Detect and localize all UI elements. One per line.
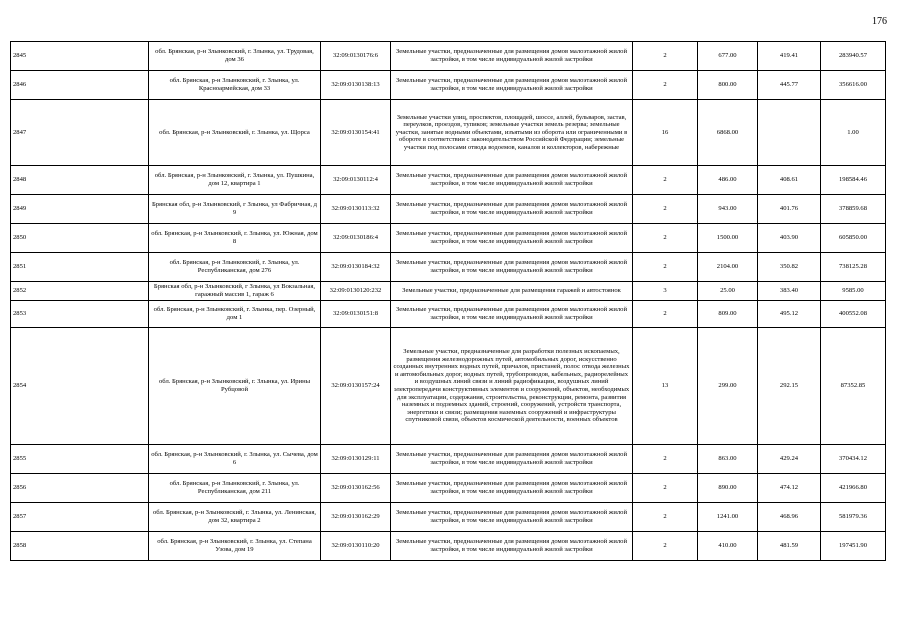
cell-row-number: 2848 <box>11 166 149 195</box>
table-row <box>11 532 886 561</box>
cell-area: 1500.00 <box>698 224 758 253</box>
cell-row-number: 2853 <box>11 301 149 328</box>
cell-row-number: 2856 <box>11 474 149 503</box>
cell-area: 25.00 <box>698 282 758 301</box>
cell-cadastral-number: 32:09:0130151:8 <box>321 301 391 328</box>
cell-permitted-use: Земельные участки, предназначенные для размещения домов малоэтажной жилой застройки, в том числе индивидуальной жилой застройки <box>391 532 633 561</box>
cell-use-group: 2 <box>633 253 698 282</box>
cell-row-number: 2854 <box>11 328 149 445</box>
cell-permitted-use: Земельные участки улиц, проспектов, площадей, шоссе, аллей, бульваров, застав, переулков, проездов, тупиков; земельные участки земель резерва; земельные участки, занятые водными объектами, изъятыми из оборота или ограниченными в обороте в соответствии с законодательством Российской Федерации; земельные участки под полосами отвода водоемов, каналов и коллекторов, набережные <box>391 100 633 166</box>
cell-cadastral-value: 378859.68 <box>821 195 886 224</box>
cell-cadastral-number: 32:09:0130154:41 <box>321 100 391 166</box>
table-row <box>11 301 886 328</box>
page-number: 176 <box>872 16 887 27</box>
cell-area: 410.00 <box>698 532 758 561</box>
cell-use-group: 13 <box>633 328 698 445</box>
cell-address: обл. Брянская, р-н Злынковский, г. Злынка, ул. Сычева, дом 6 <box>149 445 321 474</box>
cell-cadastral-number: 32:09:0130162:29 <box>321 503 391 532</box>
cell-unit-value: 481.59 <box>758 532 821 561</box>
cell-cadastral-number: 32:09:0130157:24 <box>321 328 391 445</box>
cell-permitted-use: Земельные участки, предназначенные для размещения домов малоэтажной жилой застройки, в том числе индивидуальной жилой застройки <box>391 301 633 328</box>
table-row <box>11 100 886 166</box>
cell-cadastral-value: 605850.00 <box>821 224 886 253</box>
cell-cadastral-number: 32:09:0130110:20 <box>321 532 391 561</box>
cell-address: обл. Брянская, р-н Злынковский, г. Злынка, ул. Ленинская, дом 32, квартира 2 <box>149 503 321 532</box>
table-row <box>11 195 886 224</box>
cell-address: обл. Брянская, р-н Злынковский, г. Злынка, ул. Степана Узова, дом 19 <box>149 532 321 561</box>
cell-cadastral-value: 1.00 <box>821 100 886 166</box>
cell-permitted-use: Земельные участки, предназначенные для размещения домов малоэтажной жилой застройки, в том числе индивидуальной жилой застройки <box>391 253 633 282</box>
table-row <box>11 445 886 474</box>
table-row <box>11 282 886 301</box>
cell-row-number: 2852 <box>11 282 149 301</box>
cell-row-number: 2851 <box>11 253 149 282</box>
cell-permitted-use: Земельные участки, предназначенные для размещения домов малоэтажной жилой застройки, в том числе индивидуальной жилой застройки <box>391 195 633 224</box>
cell-use-group: 2 <box>633 445 698 474</box>
cell-permitted-use: Земельные участки, предназначенные для размещения домов малоэтажной жилой застройки, в том числе индивидуальной жилой застройки <box>391 224 633 253</box>
cell-use-group: 2 <box>633 532 698 561</box>
table-row <box>11 166 886 195</box>
cell-use-group: 2 <box>633 224 698 253</box>
cell-cadastral-number: 32:09:0130113:32 <box>321 195 391 224</box>
cell-unit-value: 495.12 <box>758 301 821 328</box>
cell-cadastral-number: 32:09:0130138:13 <box>321 71 391 100</box>
cell-area: 809.00 <box>698 301 758 328</box>
cell-area: 299.00 <box>698 328 758 445</box>
cell-row-number: 2849 <box>11 195 149 224</box>
cell-area: 800.00 <box>698 71 758 100</box>
cell-row-number: 2850 <box>11 224 149 253</box>
cell-permitted-use: Земельные участки, предназначенные для размещения домов малоэтажной жилой застройки, в том числе индивидуальной жилой застройки <box>391 42 633 71</box>
cell-use-group: 3 <box>633 282 698 301</box>
cell-unit-value: 474.12 <box>758 474 821 503</box>
table-row <box>11 71 886 100</box>
cell-cadastral-value: 283940.57 <box>821 42 886 71</box>
cell-cadastral-number: 32:09:0130120:232 <box>321 282 391 301</box>
table-row <box>11 224 886 253</box>
table-row <box>11 253 886 282</box>
cell-cadastral-number: 32:09:0130162:56 <box>321 474 391 503</box>
cell-address: обл. Брянская, р-н Злынковский, г. Злынка, ул. Республиканская, дом 211 <box>149 474 321 503</box>
cell-use-group: 2 <box>633 474 698 503</box>
cell-unit-value: 401.76 <box>758 195 821 224</box>
cell-address: обл. Брянская, р-н Злынковский, г. Злынка, ул. Ирины Рубцовой <box>149 328 321 445</box>
cell-area: 2104.00 <box>698 253 758 282</box>
cell-permitted-use: Земельные участки, предназначенные для размещения гаражей и автостоянок <box>391 282 633 301</box>
cell-address: обл. Брянская, р-н Злынковский, г. Злынка, ул. Трудовая, дом 36 <box>149 42 321 71</box>
cell-cadastral-value: 9585.00 <box>821 282 886 301</box>
cell-permitted-use: Земельные участки, предназначенные для размещения домов малоэтажной жилой застройки, в том числе индивидуальной жилой застройки <box>391 166 633 195</box>
cell-address: Брянская обл, р-н Злынковский, г Злынка, ул Вокзальная, гаражный массив 1, гараж 6 <box>149 282 321 301</box>
cell-area: 1241.00 <box>698 503 758 532</box>
cell-unit-value <box>758 100 821 166</box>
cell-area: 890.00 <box>698 474 758 503</box>
cell-cadastral-number: 32:09:0130184:32 <box>321 253 391 282</box>
cell-row-number: 2847 <box>11 100 149 166</box>
cell-address: обл. Брянская, р-н Злынковский, г. Злынка, ул. Южная, дом 8 <box>149 224 321 253</box>
cell-cadastral-value: 356616.00 <box>821 71 886 100</box>
cell-row-number: 2846 <box>11 71 149 100</box>
land-registry-table <box>10 41 886 561</box>
cell-cadastral-value: 198584.46 <box>821 166 886 195</box>
cell-row-number: 2858 <box>11 532 149 561</box>
cell-cadastral-value: 421966.80 <box>821 474 886 503</box>
table-row <box>11 474 886 503</box>
cell-permitted-use: Земельные участки, предназначенные для размещения домов малоэтажной жилой застройки, в том числе индивидуальной жилой застройки <box>391 474 633 503</box>
cell-unit-value: 419.41 <box>758 42 821 71</box>
cell-use-group: 2 <box>633 166 698 195</box>
cell-use-group: 2 <box>633 301 698 328</box>
cell-permitted-use: Земельные участки, предназначенные для размещения домов малоэтажной жилой застройки, в том числе индивидуальной жилой застройки <box>391 71 633 100</box>
cell-use-group: 2 <box>633 71 698 100</box>
cell-unit-value: 383.40 <box>758 282 821 301</box>
cell-unit-value: 350.82 <box>758 253 821 282</box>
cell-unit-value: 403.90 <box>758 224 821 253</box>
cell-permitted-use: Земельные участки, предназначенные для размещения домов малоэтажной жилой застройки, в том числе индивидуальной жилой застройки <box>391 445 633 474</box>
cell-use-group: 16 <box>633 100 698 166</box>
cell-permitted-use: Земельные участки, предназначенные для разработки полезных ископаемых, размещения железнодорожных путей, автомобильных дорог, искусственно созданных внутренних водных путей, причалов, пристаней, полос отвода железных и автомобильных дорог, водных путей, трубопроводов, кабельных, радиорелейных и воздушных линий связи и линий радиофикации, воздушных линий электропередачи конструктивных элементов и сооружений, объектов, необходимых для эксплуатации, содержания, строительства, реконструкции, ремонта, развития наземных и подземных зданий, строений, сооружений, устройств транспорта, энергетики и связи; размещения наземных сооружений и инфраструктуры спутниковой связи, объектов космической деятельности, военных объектов <box>391 328 633 445</box>
cell-address: обл. Брянская, р-н Злынковский, г. Злынка, ул. Пушкина, дом 12, квартира 1 <box>149 166 321 195</box>
cell-use-group: 2 <box>633 195 698 224</box>
cell-area: 943.00 <box>698 195 758 224</box>
cell-cadastral-value: 370434.12 <box>821 445 886 474</box>
cell-unit-value: 429.24 <box>758 445 821 474</box>
cell-cadastral-number: 32:09:0130186:4 <box>321 224 391 253</box>
table-row <box>11 328 886 445</box>
cell-cadastral-value: 197451.90 <box>821 532 886 561</box>
cell-unit-value: 408.61 <box>758 166 821 195</box>
cell-cadastral-value: 581979.36 <box>821 503 886 532</box>
cell-unit-value: 292.15 <box>758 328 821 445</box>
cell-use-group: 2 <box>633 503 698 532</box>
cell-address: обл. Брянская, р-н Злынковский, г. Злынка, ул. Республиканская, дом 276 <box>149 253 321 282</box>
cell-row-number: 2857 <box>11 503 149 532</box>
cell-unit-value: 468.96 <box>758 503 821 532</box>
cell-cadastral-number: 32:09:0130129:11 <box>321 445 391 474</box>
cell-cadastral-value: 400552.08 <box>821 301 886 328</box>
cell-address: обл. Брянская, р-н Злынковский, г. Злынка, ул. Щорса <box>149 100 321 166</box>
cell-row-number: 2855 <box>11 445 149 474</box>
table-row <box>11 503 886 532</box>
cell-unit-value: 445.77 <box>758 71 821 100</box>
cell-cadastral-number: 32:09:0130176:6 <box>321 42 391 71</box>
cell-area: 6868.00 <box>698 100 758 166</box>
cell-cadastral-number: 32:09:0130112:4 <box>321 166 391 195</box>
cell-address: обл. Брянская, р-н Злынковский, г. Злынка, ул. Красноармейская, дом 33 <box>149 71 321 100</box>
cell-use-group: 2 <box>633 42 698 71</box>
cell-area: 677.00 <box>698 42 758 71</box>
table-row <box>11 42 886 71</box>
cell-area: 863.00 <box>698 445 758 474</box>
cell-cadastral-value: 87352.85 <box>821 328 886 445</box>
cell-row-number: 2845 <box>11 42 149 71</box>
cell-address: обл. Брянская, р-н Злынковский, г. Злынка, пер. Озерный, дом 1 <box>149 301 321 328</box>
cell-area: 486.00 <box>698 166 758 195</box>
cell-address: Брянская обл, р-н Злынковский, г Злынка, ул Фабричная, д 9 <box>149 195 321 224</box>
cell-cadastral-value: 738125.28 <box>821 253 886 282</box>
cell-permitted-use: Земельные участки, предназначенные для размещения домов малоэтажной жилой застройки, в том числе индивидуальной жилой застройки <box>391 503 633 532</box>
